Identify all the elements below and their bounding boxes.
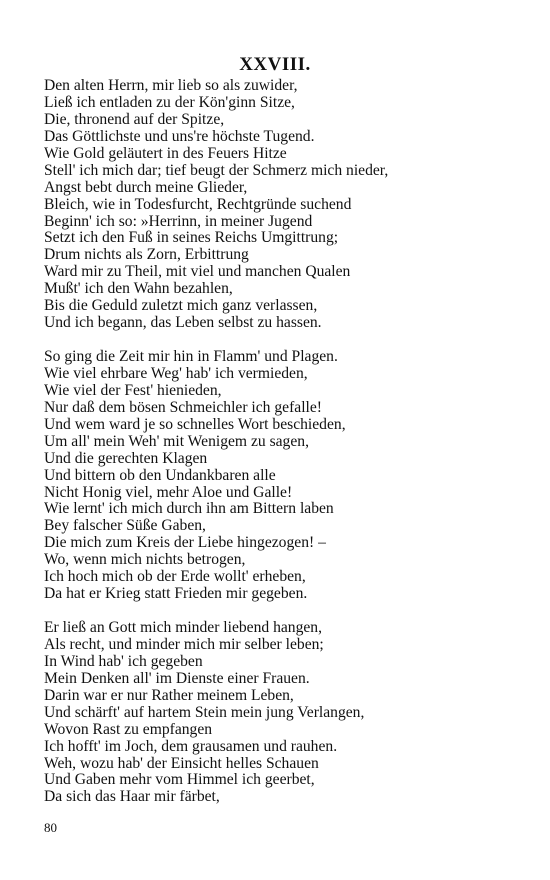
verse-line: Setzt ich den Fuß in seines Reichs Umgittrung; xyxy=(44,229,339,247)
verse-line: Beginn' ich so: »Herrinn, in meiner Jugend xyxy=(44,212,313,230)
verse-line: Ich hoch mich ob der Erde wollt' erheben, xyxy=(44,568,306,586)
stanza-1 xyxy=(44,78,514,332)
verse-line: Nicht Honig viel, mehr Aloe und Galle! xyxy=(44,483,293,501)
verse-line: Und wem ward je so schnelles Wort beschieden, xyxy=(44,415,346,433)
verse-line: Da hat er Krieg statt Frieden mir gegeben. xyxy=(44,585,308,603)
verse-line: Wie viel der Fest' hienieden, xyxy=(44,381,222,399)
verse-line: Ich hofft' im Joch, dem grausamen und rauhen. xyxy=(44,737,338,755)
verse-line: Wie Gold geläutert in des Feuers Hitze xyxy=(44,144,287,162)
verse-line: Und bittern ob den Undankbaren alle xyxy=(44,466,276,484)
verse-line: Die, thronend auf der Spitze, xyxy=(44,110,225,128)
verse-line: Stell' ich mich dar; tief beugt der Schmerz mich nieder, xyxy=(44,161,389,179)
verse-line: Nur daß dem bösen Schmeichler ich gefalle! xyxy=(44,398,322,416)
verse-line: Darin war er nur Rather meinem Leben, xyxy=(44,686,294,704)
verse-line: Drum nichts als Zorn, Erbittrung xyxy=(44,246,249,264)
verse-line: Das Göttlichste und uns're höchste Tugend. xyxy=(44,127,315,145)
verse-line: Ward mir zu Theil, mit viel und manchen Qualen xyxy=(44,263,351,281)
verse-line: Und die gerechten Klagen xyxy=(44,449,208,467)
verse-line: Mein Denken all' im Dienste einer Frauen. xyxy=(44,669,310,687)
verse-line: Den alten Herrn, mir lieb so als zuwider, xyxy=(44,77,298,94)
verse-line: Da sich das Haar mir färbet, xyxy=(44,788,220,806)
verse-line: Angst bebt durch meine Glieder, xyxy=(44,178,248,196)
verse-line: Als recht, und minder mich mir selber leben; xyxy=(44,635,324,653)
verse-line: Bleich, wie in Todesfurcht, Rechtgründe suchend xyxy=(44,195,352,213)
verse-line: Wovon Rast zu empfangen xyxy=(44,720,213,738)
verse-line: Und schärft' auf hartem Stein mein jung Verlangen, xyxy=(44,703,365,721)
verse-line: Er ließ an Gott mich minder liebend hangen, xyxy=(44,619,323,636)
verse-line: Wie lernt' ich mich durch ihn am Bittern laben xyxy=(44,500,334,518)
stanza-2 xyxy=(44,349,514,603)
poem-title: XXVIII. xyxy=(239,54,311,75)
stanza-3 xyxy=(44,620,514,806)
verse-line: Bey falscher Süße Gaben, xyxy=(44,517,206,535)
verse-line: So ging die Zeit mir hin in Flamm' und Plagen. xyxy=(44,348,338,365)
page-number: 80 xyxy=(44,820,57,835)
verse-line: Weh, wozu hab' der Einsicht helles Schauen xyxy=(44,754,319,772)
verse-line: Und ich begann, das Leben selbst zu hassen. xyxy=(44,314,322,332)
verse-line: Bis die Geduld zuletzt mich ganz verlassen, xyxy=(44,297,318,315)
verse-line: Wo, wenn mich nichts betrogen, xyxy=(44,551,246,569)
verse-line: In Wind hab' ich gegeben xyxy=(44,652,203,670)
verse-line: Und Gaben mehr vom Himmel ich geerbet, xyxy=(44,771,315,789)
verse-line: Mußt' ich den Wahn bezahlen, xyxy=(44,280,233,298)
verse-line: Die mich zum Kreis der Liebe hingezogen! – xyxy=(44,534,326,552)
verse-line: Ließ ich entladen zu der Kön'ginn Sitze, xyxy=(44,93,295,111)
verse-line: Um all' mein Weh' mit Wenigem zu sagen, xyxy=(44,432,309,450)
verse-line: Wie viel ehrbare Weg' hab' ich vermieden, xyxy=(44,364,308,382)
